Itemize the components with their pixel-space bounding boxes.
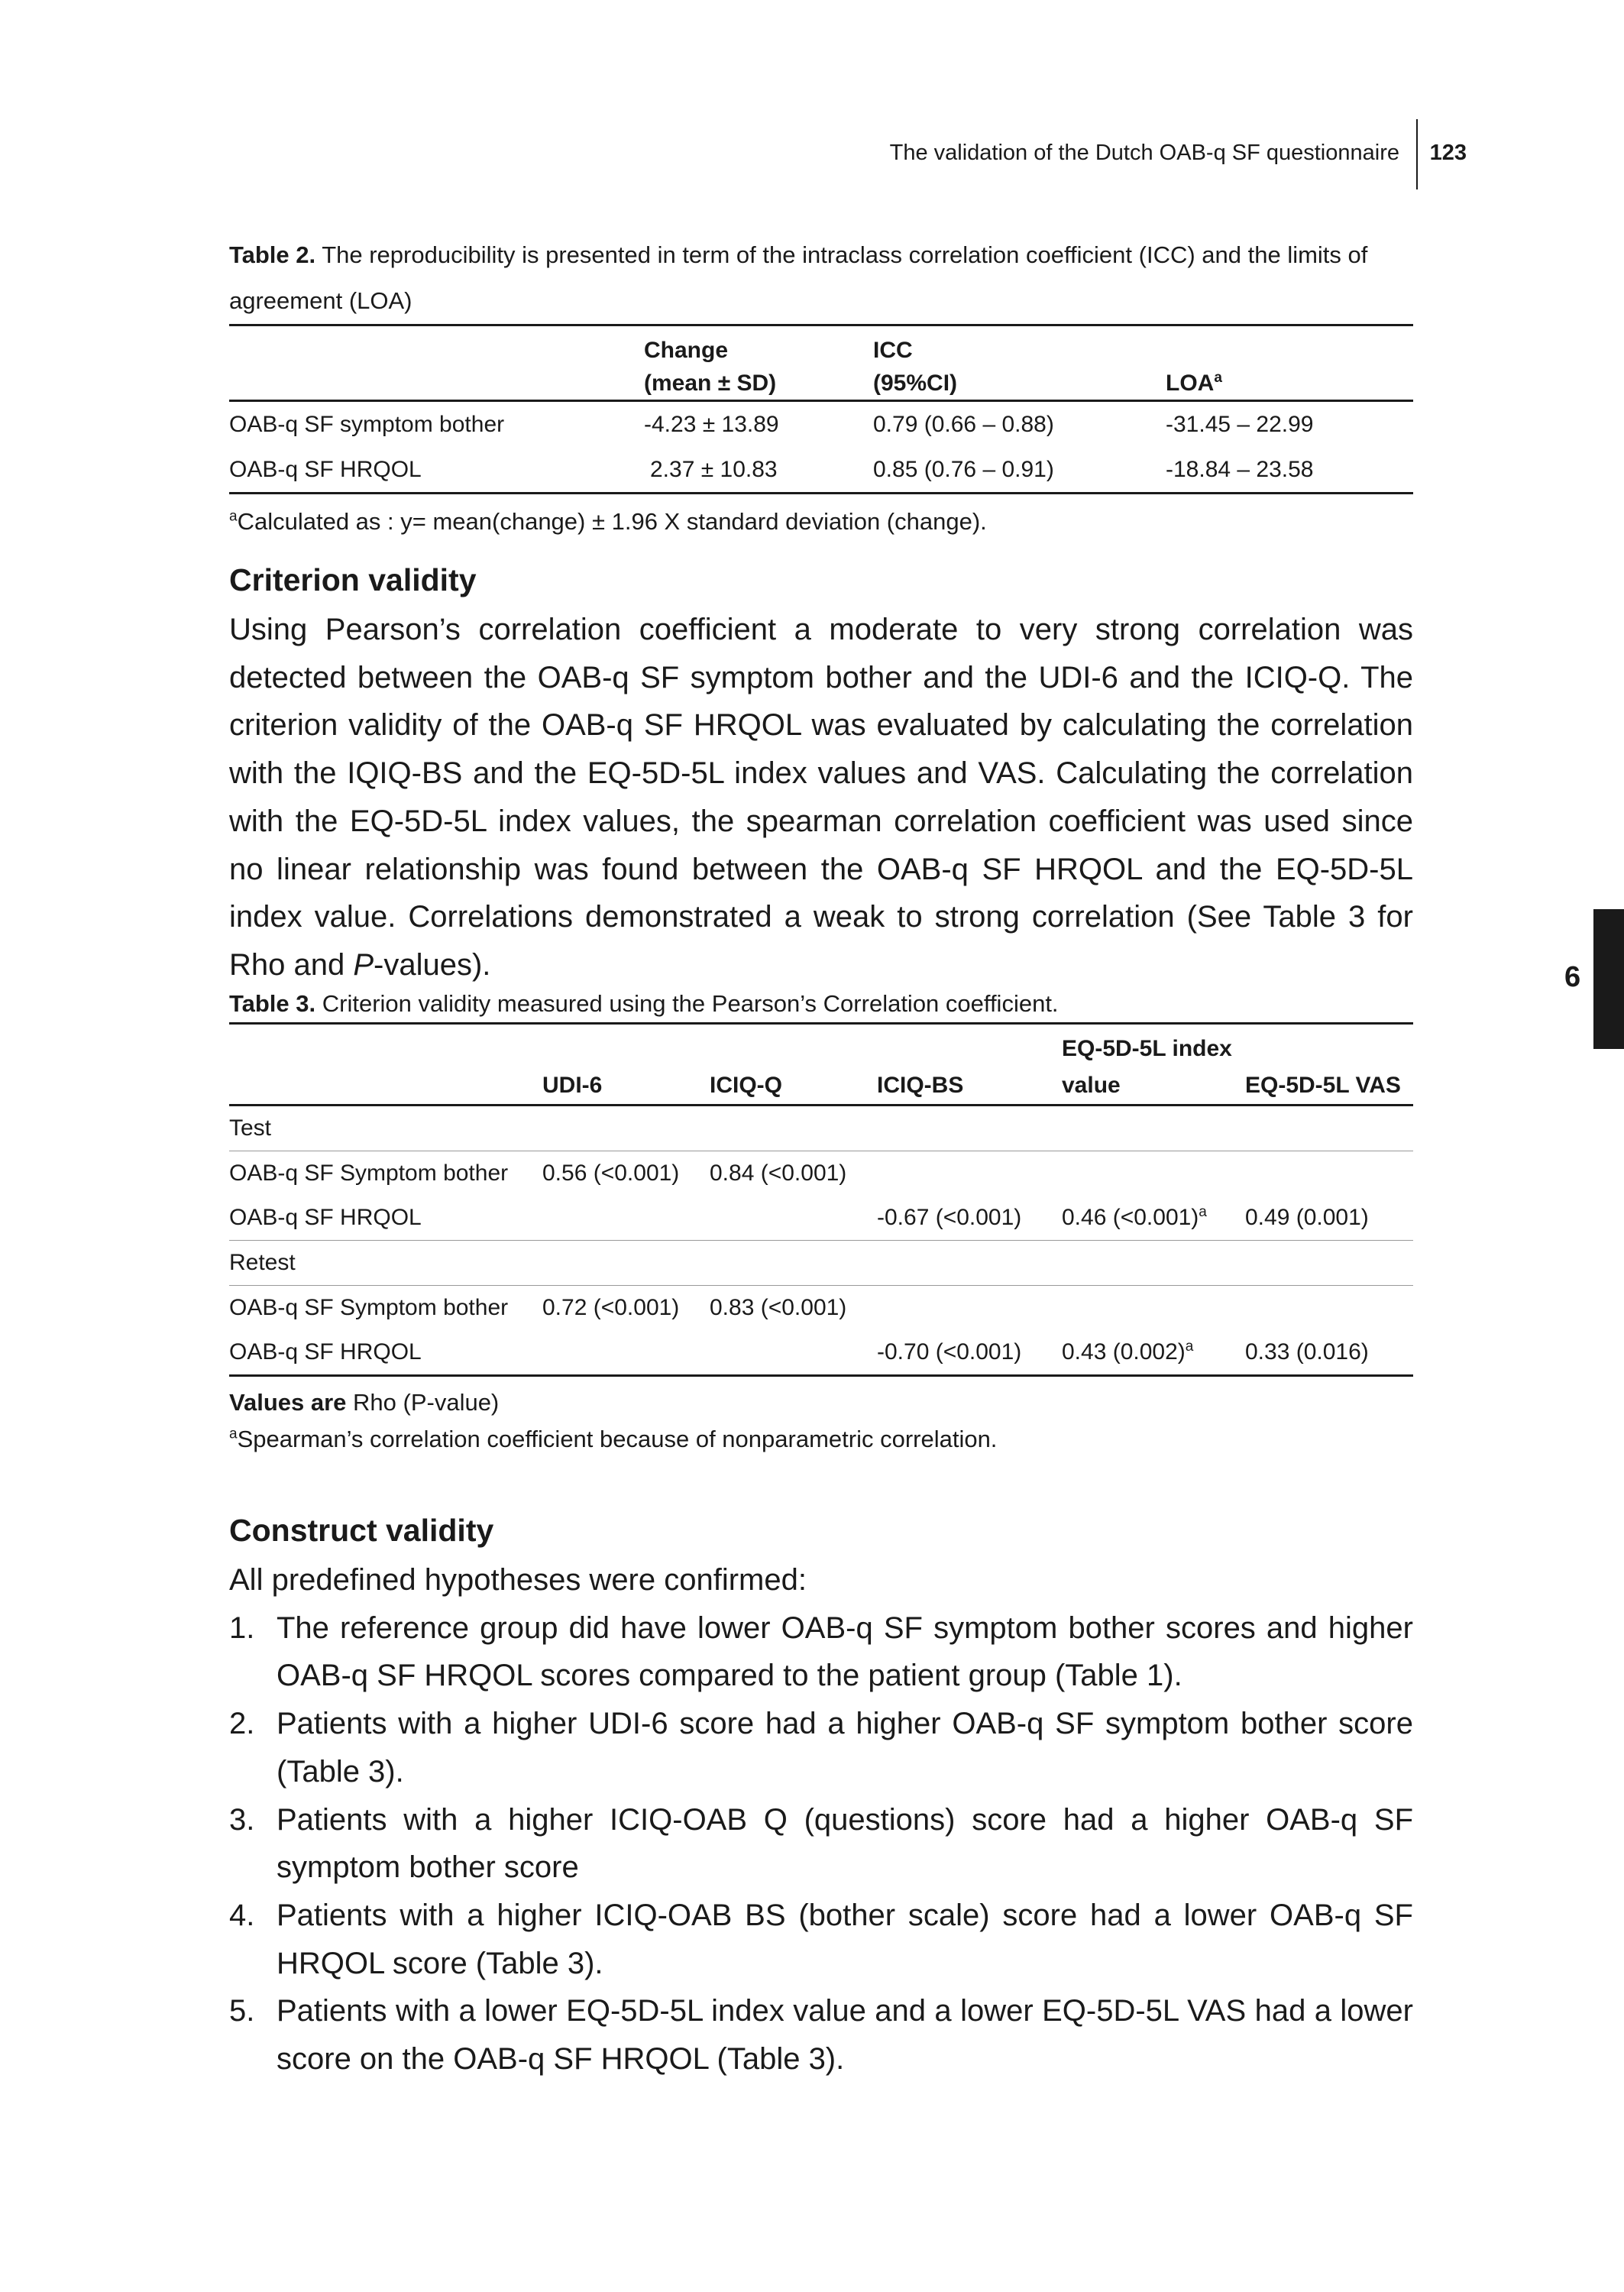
table-2-header-cell: LOA$^a$: [1166, 367, 1413, 401]
header-divider: [1416, 119, 1418, 189]
table-3-caption: Table 3. Criterion validity measured using the Pearson’s Correlation coefficient.: [229, 990, 1059, 1017]
table-3-note: Values are Rho (P-value): [229, 1389, 500, 1416]
table-3-block: [229, 986, 1413, 1458]
table-3-header-cell: value: [1062, 1067, 1245, 1106]
table-3-header-cell: EQ-5D-5L VAS: [1245, 1067, 1413, 1106]
table-2-header-cell: ICC: [873, 325, 1166, 368]
list-item: 2. Patients with a higher UDI-6 score had a higher OAB-q SF symptom bother score (Table 3).: [229, 1707, 1413, 1789]
list-item: 1. The reference group did have lower OAB-q SF symptom bother scores and higher OAB-q SF HRQOL scores compared to the patient group (Table 1).: [229, 1611, 1413, 1693]
table-2-label: Table 2.: [229, 241, 316, 268]
criterion-paragraph: Using Pearson’s correlation coefficient a moderate to very strong correlation was detected between the OAB-q SF symptom bother and the UDI-6 and the ICIQ-Q. The criterion validity of the OAB-q SF HRQOL was evaluated by calculating the correlation with the IQIQ-BS and the EQ-5D-5L index values and VAS. Calculating the correlation with the EQ-5D-5L index values, the spearman correlation coefficient was used since no linear relationship was found between the OAB-q SF HRQOL and the EQ-5D-5L index value. Correlations demonstrated a weak to strong correlation (See Table 3 for Rho and P-values).: [229, 613, 1413, 982]
table-3: [229, 1022, 1413, 1377]
chapter-thumb-tab: [1593, 909, 1624, 1049]
list-item: 5. Patients with a lower EQ-5D-5L index value and a lower EQ-5D-5L VAS had a lower score on the OAB-q SF HRQOL (Table 3).: [229, 1994, 1413, 2077]
table-2-caption: Table 2. The reproducibility is presented in term of the intraclass correlation coefficient (ICC) and the limits of agreement (LOA): [229, 241, 1368, 314]
table-group-row: Retest: [229, 1241, 1413, 1286]
list-item: 3. Patients with a higher ICIQ-OAB Q (questions) score had a higher OAB-q SF symptom bother score: [229, 1802, 1413, 1885]
page-number: 123: [1429, 141, 1467, 165]
running-head: [840, 136, 1467, 189]
table-2-header-cell: (95%CI): [873, 367, 1166, 401]
chapter-number: 6: [1564, 961, 1581, 993]
table-3-header-cell: ICIQ-Q: [710, 1067, 877, 1106]
table-2-header-cell: [229, 367, 644, 401]
construct-section: [229, 1513, 1413, 2083]
table-3-header-cell: ICIQ-BS: [877, 1067, 1062, 1106]
section-heading: Construct validity: [229, 1513, 494, 1548]
table-2-header-cell: (mean ± SD): [644, 367, 873, 401]
table-2-header-cell: [1166, 325, 1413, 368]
running-title: The validation of the Dutch OAB-q SF questionnaire: [889, 141, 1399, 165]
hypotheses-list: [229, 1604, 1413, 2083]
table-3-header-cell: EQ-5D-5L index: [1062, 1024, 1245, 1068]
table-3-label: Table 3.: [229, 990, 316, 1017]
section-heading: Criterion validity: [229, 562, 477, 597]
criterion-section: [229, 562, 1413, 989]
list-item: 4. Patients with a higher ICIQ-OAB BS (bother scale) score had a lower OAB-q SF HRQOL score (Table 3).: [229, 1898, 1413, 1980]
table-row: OAB-q SF Symptom bother 0.72 (<0.001) 0.83 (<0.001): [229, 1295, 847, 1320]
table-row: OAB-q SF HRQOL -0.70 (<0.001) 0.43 $(0.002)^a$ 0.33 (0.016): [229, 1330, 1413, 1376]
table-3-footnote: $^a$Spearman’s correlation coefficient because of nonparametric correlation.: [229, 1426, 998, 1452]
table-2-footnote: $^a$Calculated as : y= mean(change) ± 1.96 X standard deviation (change).: [229, 508, 987, 535]
table-2-header-cell: [229, 325, 644, 368]
table-row: OAB-q SF symptom bother -4.23 ± 13.89 0.79 (0.66 – 0.88) -31.45 – 22.99: [229, 411, 1314, 437]
table-2: [229, 324, 1413, 494]
table-2-header-cell: Change: [644, 325, 873, 368]
construct-intro: All predefined hypotheses were confirmed:: [229, 1563, 807, 1597]
table-2-block: [229, 232, 1413, 540]
table-row: OAB-q SF HRQOL -0.67 (<0.001) 0.46 (<0.001)$^a$ 0.49 (0.001): [229, 1196, 1413, 1241]
table-row: OAB-q SF HRQOL 2.37 ± 10.83 0.85 (0.76 – 0.91) -18.84 – 23.58: [229, 447, 1413, 494]
table-3-header-cell: UDI-6: [542, 1067, 710, 1106]
table-row: OAB-q SF Symptom bother 0.56 (<0.001) 0.84 (<0.001): [229, 1161, 847, 1186]
table-group-row: Test: [229, 1106, 1413, 1151]
